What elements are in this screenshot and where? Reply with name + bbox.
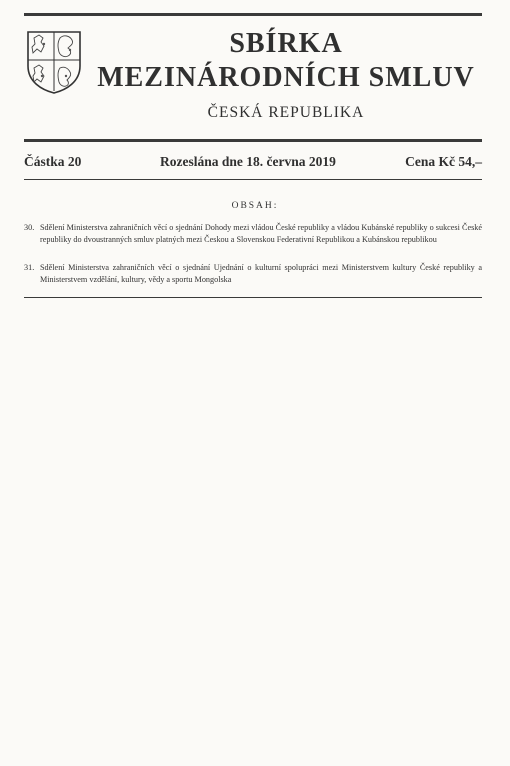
header-bottom-rule (24, 139, 482, 142)
contents-item (24, 262, 482, 285)
contents-item-text: Sdělení Ministerstva zahraničních věcí o sjednání Ujednání o kulturní spolupráci mezi Ministerstvem kultury České republiky a Ministerstvem vzdělání, kultury, vědy a sportu Mongolska (40, 263, 482, 284)
page-title-line2: MEZINÁRODNÍCH SMLUV (97, 62, 475, 93)
contents-heading: OBSAH: (231, 201, 279, 211)
country-subtitle: ČESKÁ REPUBLIKA (207, 104, 365, 121)
price: Cena Kč 54,– (405, 154, 482, 169)
contents-item-number: 31. (24, 263, 35, 272)
page-title-line1: SBÍRKA (229, 28, 343, 59)
czech-coat-of-arms-icon (26, 30, 82, 94)
contents-item-text: Sdělení Ministerstva zahraničních věcí o sjednání Dohody mezi vládou České republiky a vládou Kubánské republiky o sukcesi České republiky do dvoustranných smluv platných mezi Českou a Slovenskou Federativní Republikou a Kubánskou republikou (40, 223, 482, 244)
issue-number: Částka 20 (24, 154, 82, 169)
contents-item-number: 30. (24, 223, 35, 232)
sent-date: Rozeslána dne 18. června 2019 (160, 154, 336, 169)
contents-item (24, 222, 482, 245)
meta-bottom-rule (24, 179, 482, 180)
top-rule (24, 13, 482, 16)
contents-bottom-rule (24, 297, 482, 298)
